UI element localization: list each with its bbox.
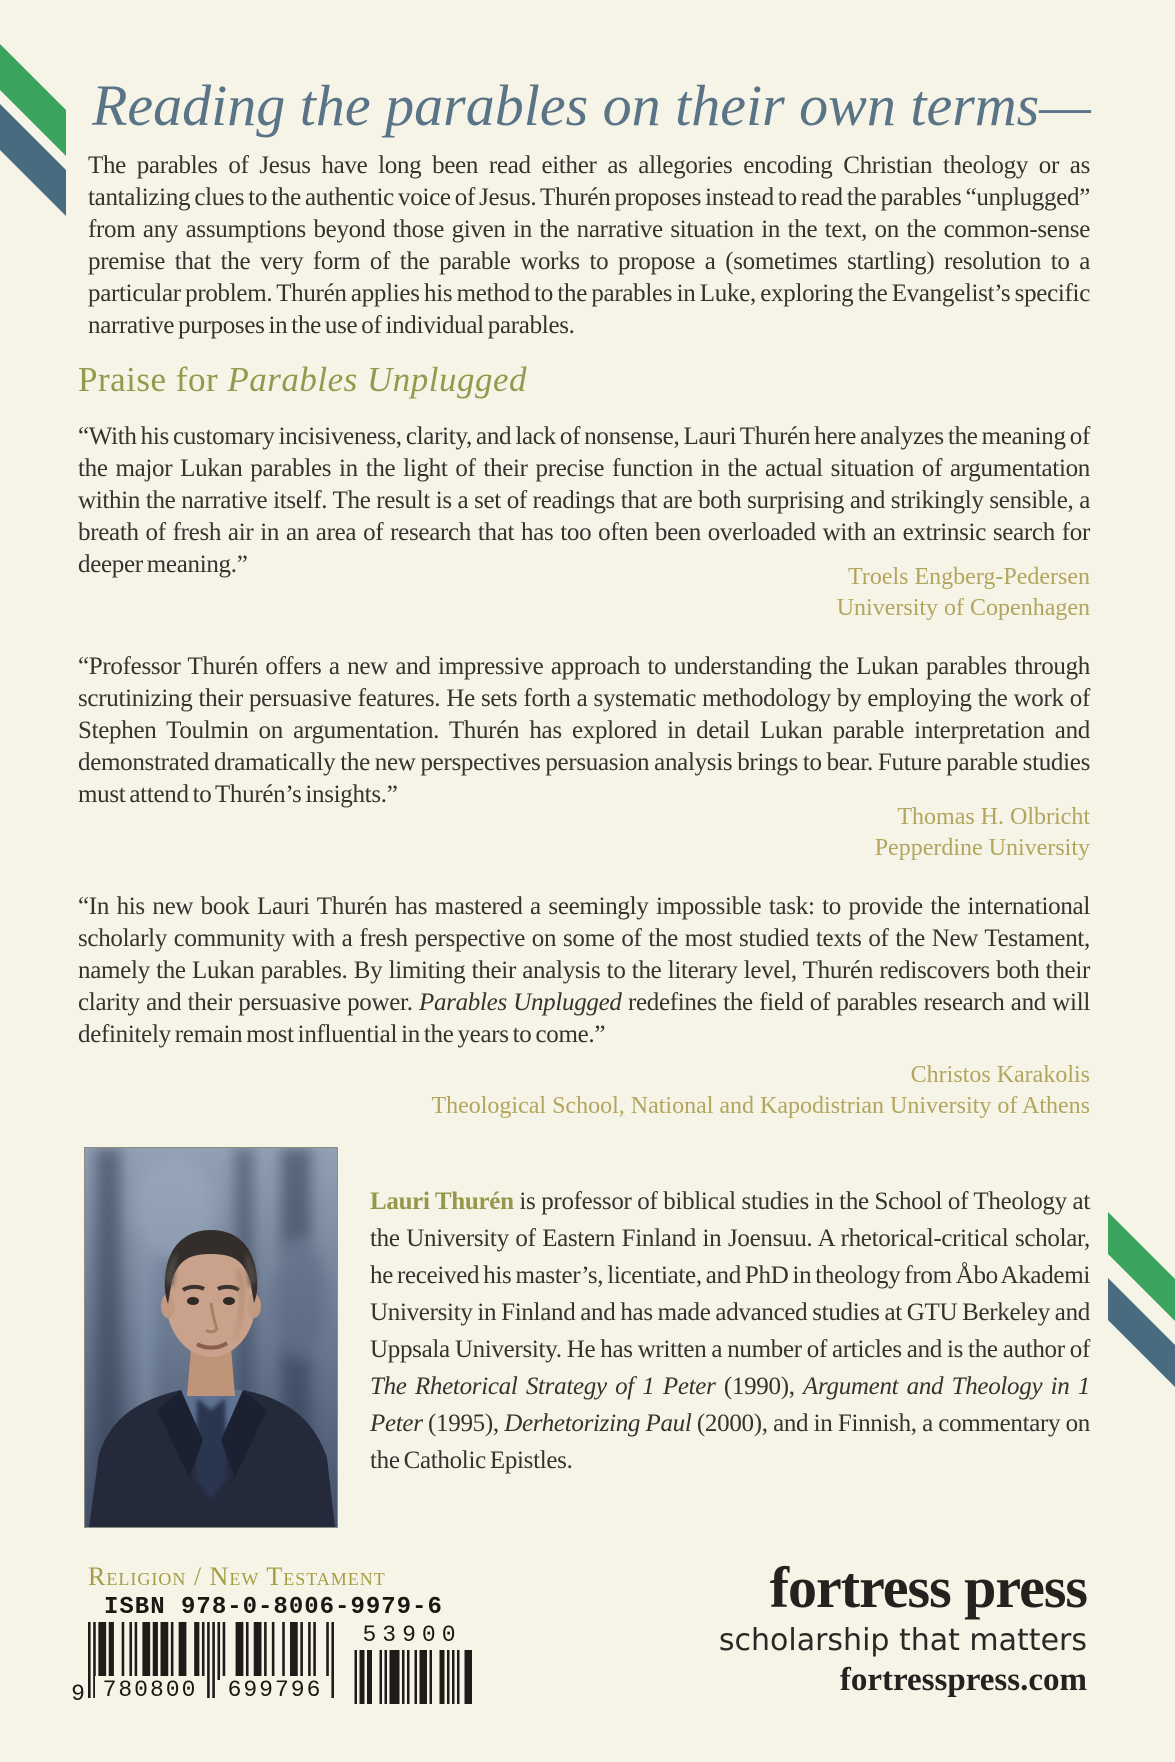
bio-text: (1990), xyxy=(715,1373,804,1400)
publisher-tagline: scholarship that matters xyxy=(718,1623,1087,1658)
book-title-italic: Argument and Theology in 1 Peter xyxy=(370,1373,1091,1437)
publisher-block xyxy=(718,1555,1087,1698)
bio-text: (1995), xyxy=(422,1410,505,1437)
endorser-name: Christos Karakolis xyxy=(910,1062,1090,1088)
corner-stripes-bottom-right xyxy=(1105,1210,1175,1390)
price-supplement-barcode xyxy=(352,1622,472,1706)
endorsement-quote xyxy=(78,891,1090,1051)
author-photo xyxy=(85,1148,337,1527)
category-label: Religion / New Testament xyxy=(88,1562,386,1591)
endorsement-quote: “Professor Thurén offers a new and impressive approach to understanding the Lukan parables through scrutinizing their persuasive features. He sets forth a systematic methodology by employing the work of Stephen Toulmin on argumentation. Thurén has explored in detail Lukan parable interpretation and demonstrated dramatically the new perspectives persuasion analysis brings to bear. Future parable studies must attend to Thurén’s insights.” xyxy=(78,653,1090,808)
quote-text: “In his new book Lauri Thurén has mastered a seemingly impossible task: to provide the international scholarly community with a fresh perspective on some of the most studied texts of the New Testament, namely the Lukan parables. By limiting their analysis to the literary level, Thurén rediscovers both their clarity and their persuasive power. xyxy=(78,893,1090,1016)
green-stripe xyxy=(1108,1212,1175,1321)
quote-text: redefines the field of parables research and will definitely remain most influential in the years to come.” xyxy=(78,989,1090,1048)
author-bio xyxy=(370,1183,1090,1479)
endorsement-quote: “With his customary incisiveness, clarity, and lack of nonsense, Lauri Thurén here analyzes the meaning of the major Lukan parables in the light of their precise function in the actual situation of argumentation within the narrative itself. The result is a set of readings that are both surprising and strikingly sensible, a breath of fresh air in an area of research that has too often been overloaded with an extrinsic search for deeper meaning.” xyxy=(78,423,1090,578)
supplement-digits: 53900 xyxy=(362,1622,462,1648)
isbn-label: ISBN 978-0-8006-9979-6 xyxy=(104,1594,443,1621)
endorsement-attribution xyxy=(270,802,1090,864)
isbn-barcode xyxy=(71,1622,350,1718)
barcode-digit-first: 9 xyxy=(71,1681,87,1707)
bio-text: is professor of biblical studies in the School of Theology at the University of Eastern Finland in Joensuu. A rhetorical-critical scholar, he received his master’s, licentiate, and PhD in theology from Åbo Akademi University in Finland and has made advanced studies at GTU Berkeley and Uppsala University. He has written a number of articles and is the author of xyxy=(370,1188,1091,1363)
praise-heading-book-title: Parables Unplugged xyxy=(227,360,528,399)
endorsement-attribution xyxy=(270,1060,1090,1122)
publisher-website: fortresspress.com xyxy=(839,1662,1087,1698)
intro-paragraph: The parables of Jesus have long been read either as allegories encoding Christian theology or as tantalizing clues to the authentic voice of Jesus. Thurén proposes instead to read the parables “unplugged” from any assumptions beyond those given in the narrative situation in the text, on the common-sense premise that the very form of the parable works to propose a (sometimes startling) resolution to a particular problem. Thurén applies his method to the parables in Luke, exploring the Evangelist’s specific narrative purposes in the use of individual parables. xyxy=(88,152,1090,339)
book-title-italic: Parables Unplugged xyxy=(419,989,622,1016)
author-name: Lauri Thurén xyxy=(370,1188,514,1215)
endorser-name: Thomas H. Olbricht xyxy=(897,804,1090,830)
endorser-affiliation: Pepperdine University xyxy=(874,835,1090,861)
barcode-bars xyxy=(352,1650,472,1704)
book-title-italic: Derhetorizing Paul xyxy=(504,1410,692,1437)
book-title-italic: The Rhetorical Strategy of 1 Peter xyxy=(370,1373,716,1400)
barcode-digits-left: 780800 xyxy=(95,1676,205,1704)
barcode-digits-right: 699796 xyxy=(220,1676,330,1704)
bio-text: (2000), and in Finnish, a commentary on the Catholic Epistles. xyxy=(370,1410,1091,1474)
endorser-affiliation: Theological School, National and Kapodistrian University of Athens xyxy=(431,1093,1090,1119)
green-stripe xyxy=(0,44,66,156)
praise-heading xyxy=(78,360,527,400)
blue-stripe xyxy=(0,104,66,216)
endorser-name: Troels Engberg-Pedersen xyxy=(848,564,1090,590)
cover-headline: Reading the parables on their own terms— xyxy=(92,73,1091,138)
publisher-logo: fortress press xyxy=(769,1555,1087,1620)
praise-heading-prefix: Praise for xyxy=(78,360,228,399)
corner-stripes-top-left xyxy=(0,0,70,230)
endorser-affiliation: University of Copenhagen xyxy=(836,595,1090,621)
blue-stripe xyxy=(1108,1278,1175,1387)
endorsement-attribution xyxy=(270,562,1090,624)
